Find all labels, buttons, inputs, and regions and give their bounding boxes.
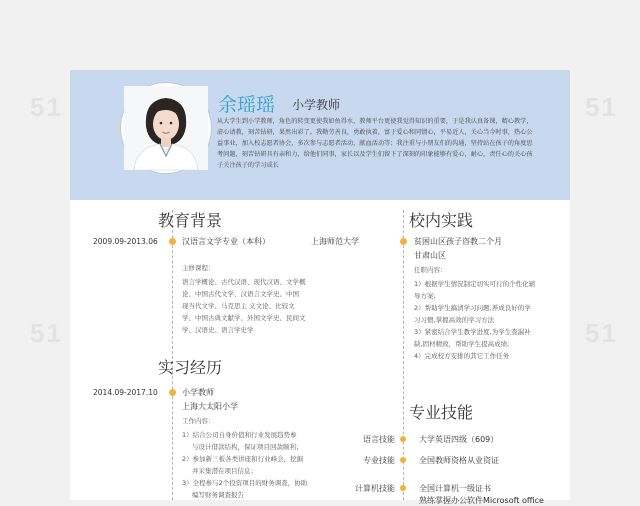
duty-item: 2）帮助学生搞清学习问题,养成良好的学 [414,304,531,312]
work-item: 与设计借款结构，保证项目回款顺利； [192,443,303,451]
courses-list [182,276,306,336]
watermark: 51 [585,318,618,348]
self-introduction: 从大学生到小学教师，角色的转变更使我如鱼得水，教师平台更使我觉得知识的重要，于是我认真备课，精心教学，虚心请教，刻苦钻研，果然出彩了。我勤劳善良，勇敢执着，富于爱心和同情心，平易近人，关心当今时事，热心公益事业，加入校志愿者协会，多次参与志愿者活动，献血活动等；我注重与小朋友们的沟通，坚持站在孩子的角度思考问题，刻苦钻研具有亲和力，给他们同事，家长以及学生们留下了深刻的印象能够有爱心，耐心，责任心的关心孩子关注孩子的学习成长 [217,118,533,169]
work-content-list [182,429,307,501]
duty-item: 导方案; [414,292,436,300]
courses-label: 主修课程： [182,264,215,272]
portrait-image [124,86,208,170]
course-line: 语言学概论、古代汉语、现代汉语、文学概 [182,278,306,286]
skill-value-professional: 全国教师资格从业资证 [419,456,499,465]
skill-label-language: 语言技能 [363,435,395,444]
candidate-name: 余瑶瑶 [218,94,276,116]
resume-header [70,70,570,200]
avatar [121,83,211,173]
education-major: 汉语言文学专业（本科） [182,237,270,246]
education-school: 上海师范大学 [311,237,359,246]
skill-dot [400,485,406,491]
work-item: 编写财务调查报告 [192,491,244,499]
work-item: 1）结合公司自身价值和行业发展趋势参 [182,431,297,439]
campus-place: 甘肃山区 [414,251,446,260]
internship-dot [169,389,176,396]
work-item: 3）全程参与2个投资项目的财务调查，协助 [182,479,308,487]
duty-item: 习习惯,掌握高效的学习方法 [414,316,495,324]
course-line: 学、汉语史、语言学史学 [182,326,254,334]
duty-item: 3）紧密结合学生教学进度,为学生查漏补 [414,328,531,336]
job-title: 小学教师 [292,98,341,112]
watermark: 51 [30,318,63,348]
resume-page [70,70,570,505]
work-content-label: 工作内容： [182,417,215,425]
internship-company: 上海大太阳小学 [182,402,238,411]
skill-label-professional: 专业技能 [363,456,395,465]
education-title: 教育背景 [158,211,223,230]
duties-label: 任职内容： [414,266,447,274]
course-line: 学、中国古典文献学、外国文学史、民间文 [182,314,306,322]
skill-value-office: 熟练掌握办公软件Microsoft office [419,496,544,505]
internship-title: 实习经历 [158,358,223,377]
work-item: 并采集潜在项目信息； [192,467,257,475]
campus-org: 贫困山区孩子咨教二个月 [414,237,502,246]
skill-value-language: 大学英语四级（609） [419,435,499,444]
duties-list [414,278,535,362]
watermark: 51 [585,92,618,122]
skill-dot [400,436,406,442]
skills-title: 专业技能 [409,403,474,422]
skill-value-computer: 全国计算机一级证书 [419,484,491,493]
work-item: 2）参加新三板各类讲座和行业峰会，挖掘 [182,455,304,463]
course-line: 现当代文学、马克思主 义文论、比较文 [182,302,295,310]
campus-title: 校内实践 [409,211,474,230]
internship-date: 2014.09-2017.10 [93,388,158,397]
duty-item: 缺,固材精致，帮助学生提高成绩; [414,340,510,348]
education-date: 2009.09-2013.06 [93,237,158,246]
education-dot [169,238,176,245]
duty-item: 4）完成校方安排的其它工作任务 [414,352,510,360]
internship-role: 小学教师 [182,388,214,397]
skill-dot [400,457,406,463]
watermark: 51 [30,92,63,122]
skill-label-computer: 计算机技能 [355,484,395,493]
duty-item: 1）根据学生情况制定切实可行的个性化辅 [414,280,536,288]
course-line: 论、中国古代文学、汉语言文学史、中国 [182,290,299,298]
